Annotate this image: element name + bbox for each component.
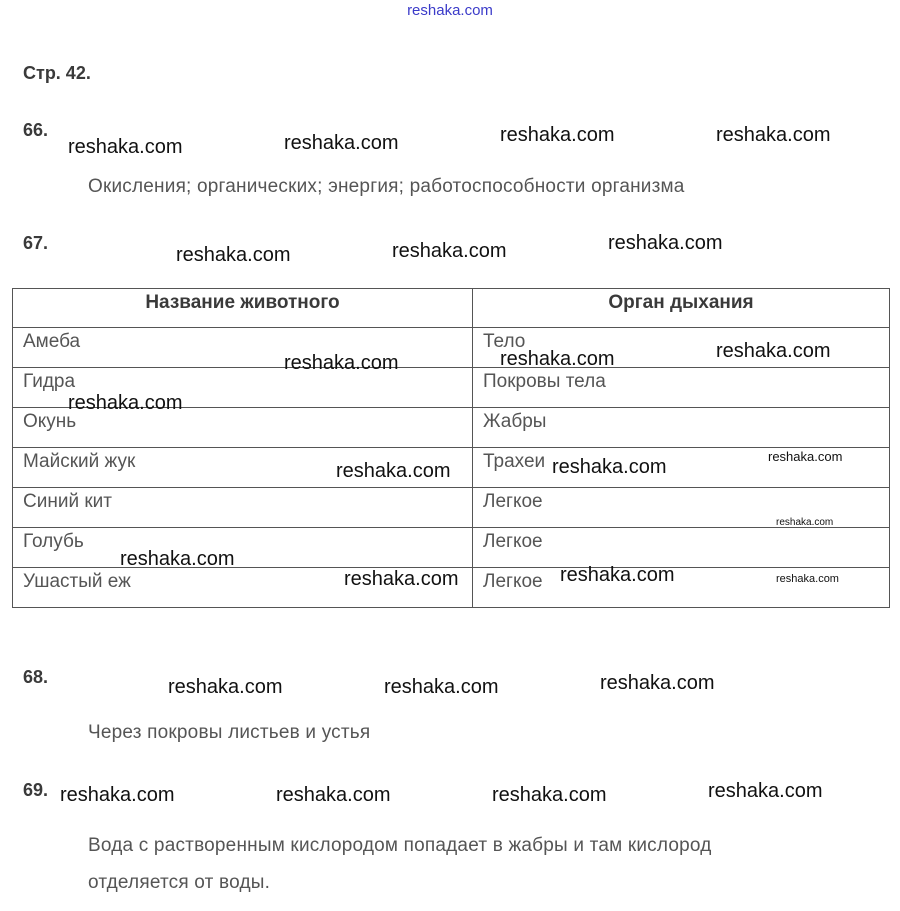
watermark: reshaka.com — [120, 548, 235, 570]
table-row — [13, 448, 890, 488]
animal-cell: Амеба — [13, 328, 473, 368]
watermark: reshaka.com — [500, 124, 615, 146]
watermark: reshaka.com — [176, 244, 291, 266]
watermark: reshaka.com — [344, 568, 459, 590]
organ-cell: Тело — [473, 328, 890, 368]
table-row — [13, 488, 890, 528]
organ-cell: Трахеи — [473, 448, 890, 488]
site-header-link[interactable]: reshaka.com — [407, 2, 493, 19]
watermark: reshaka.com — [284, 352, 399, 374]
organ-cell: Покровы тела — [473, 368, 890, 408]
watermark: reshaka.com — [776, 573, 839, 585]
watermark: reshaka.com — [284, 132, 399, 154]
watermark: reshaka.com — [716, 124, 831, 146]
animal-cell: Окунь — [13, 408, 473, 448]
watermark: reshaka.com — [276, 784, 391, 806]
organ-cell: Жабры — [473, 408, 890, 448]
animal-cell: Гидра — [13, 368, 473, 408]
question-69-answer-line2: отделяется от воды. — [88, 872, 271, 893]
animal-cell: Голубь — [13, 528, 473, 568]
organ-cell: Легкое — [473, 568, 890, 608]
question-69-answer-line1: Вода с растворенным кислородом попадает в жабры и там кислород — [88, 835, 712, 856]
animal-cell: Ушастый еж — [13, 568, 473, 608]
watermark: reshaka.com — [68, 136, 183, 158]
table-header-row — [13, 289, 890, 328]
question-68-answer: Через покровы листьев и устья — [88, 722, 371, 743]
watermark: reshaka.com — [708, 780, 823, 802]
watermark: reshaka.com — [768, 449, 843, 464]
watermark: reshaka.com — [384, 676, 499, 698]
watermark: reshaka.com — [68, 392, 183, 414]
organ-cell: Легкое — [473, 488, 890, 528]
header-respiratory-organ: Орган дыхания — [473, 289, 890, 328]
watermark: reshaka.com — [552, 456, 667, 478]
watermark: reshaka.com — [600, 672, 715, 694]
animal-cell: Майский жук — [13, 448, 473, 488]
animal-cell: Синий кит — [13, 488, 473, 528]
question-66-number: 66. — [23, 120, 49, 140]
watermark: reshaka.com — [560, 564, 675, 586]
organ-cell: Легкое — [473, 528, 890, 568]
question-69-number: 69. — [23, 780, 49, 800]
watermark: reshaka.com — [500, 348, 615, 370]
page-reference: Стр. 42. — [23, 63, 91, 83]
watermark: reshaka.com — [716, 340, 831, 362]
watermark: reshaka.com — [336, 460, 451, 482]
watermark: reshaka.com — [168, 676, 283, 698]
watermark: reshaka.com — [492, 784, 607, 806]
watermark: reshaka.com — [60, 784, 175, 806]
question-66-answer: Окисления; органических; энергия; работоспособности организма — [88, 176, 685, 197]
watermark: reshaka.com — [392, 240, 507, 262]
watermark: reshaka.com — [776, 517, 834, 528]
watermark: reshaka.com — [608, 232, 723, 254]
header-animal-name: Название животного — [13, 289, 473, 328]
question-67-number: 67. — [23, 233, 49, 253]
question-68-number: 68. — [23, 667, 49, 687]
